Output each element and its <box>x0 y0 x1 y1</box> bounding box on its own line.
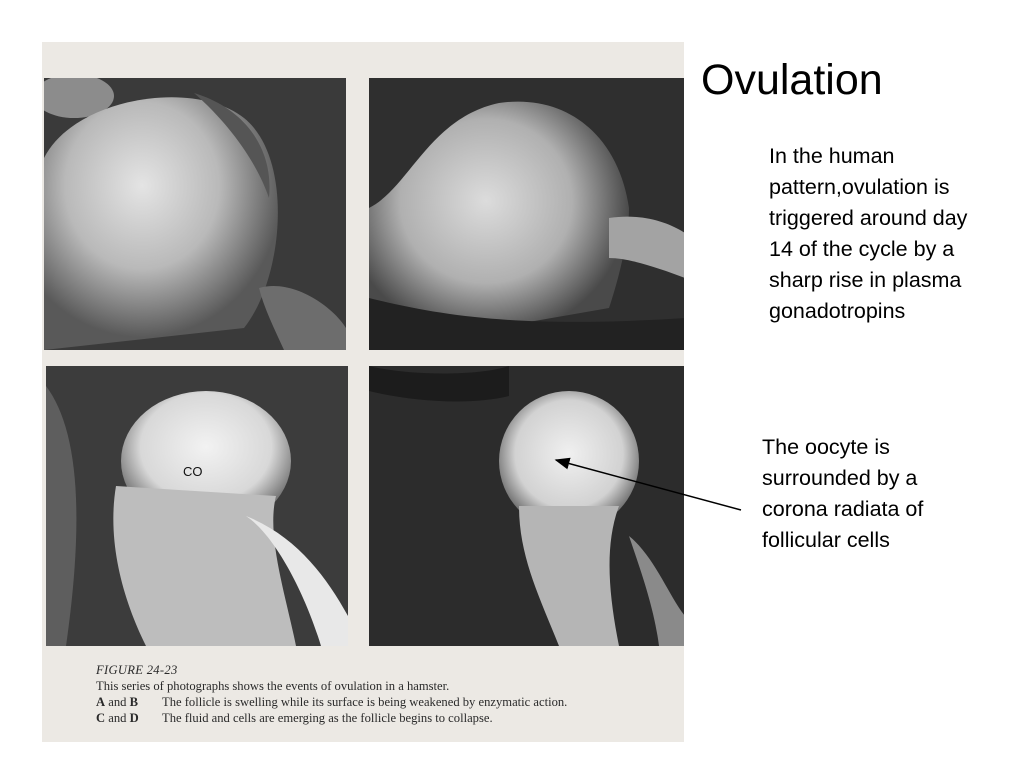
caption-row-ab <box>96 694 676 710</box>
caption-row-text: The follicle is swelling while its surface is being weakened by enzymatic action. <box>162 695 568 709</box>
figure-caption <box>96 662 676 726</box>
corona-radiata-text: The oocyte is surrounded by a corona radiata of follicular cells <box>762 435 924 552</box>
photo-c-emerging-oocyte <box>46 366 348 646</box>
caption-tag-c: C <box>96 711 106 725</box>
caption-title: FIGURE 24-23 <box>96 663 178 677</box>
ovulation-trigger-text: In the human pattern,ovulation is triggered around day 14 of the cycle by a sharp rise in plasma gonadotropins <box>769 144 968 323</box>
caption-row-text: The fluid and cells are emerging as the follicle begins to collapse. <box>162 711 493 725</box>
photo-b-swelling-follicle <box>369 78 684 350</box>
caption-tag-a: A <box>96 695 106 709</box>
caption-tag-joiner: and <box>105 711 130 725</box>
caption-tag-b: B <box>129 695 138 709</box>
photo-a-swelling-follicle <box>44 78 346 350</box>
photo-d-emerging-oocyte <box>369 366 684 646</box>
slide-title: Ovulation <box>701 56 883 104</box>
co-label: CO <box>183 464 203 479</box>
caption-tag-joiner: and <box>105 695 130 709</box>
caption-row-cd <box>96 710 676 726</box>
caption-tag-d: D <box>129 711 139 725</box>
caption-intro: This series of photographs shows the events of ovulation in a hamster. <box>96 679 450 693</box>
figure-scan <box>42 42 684 742</box>
